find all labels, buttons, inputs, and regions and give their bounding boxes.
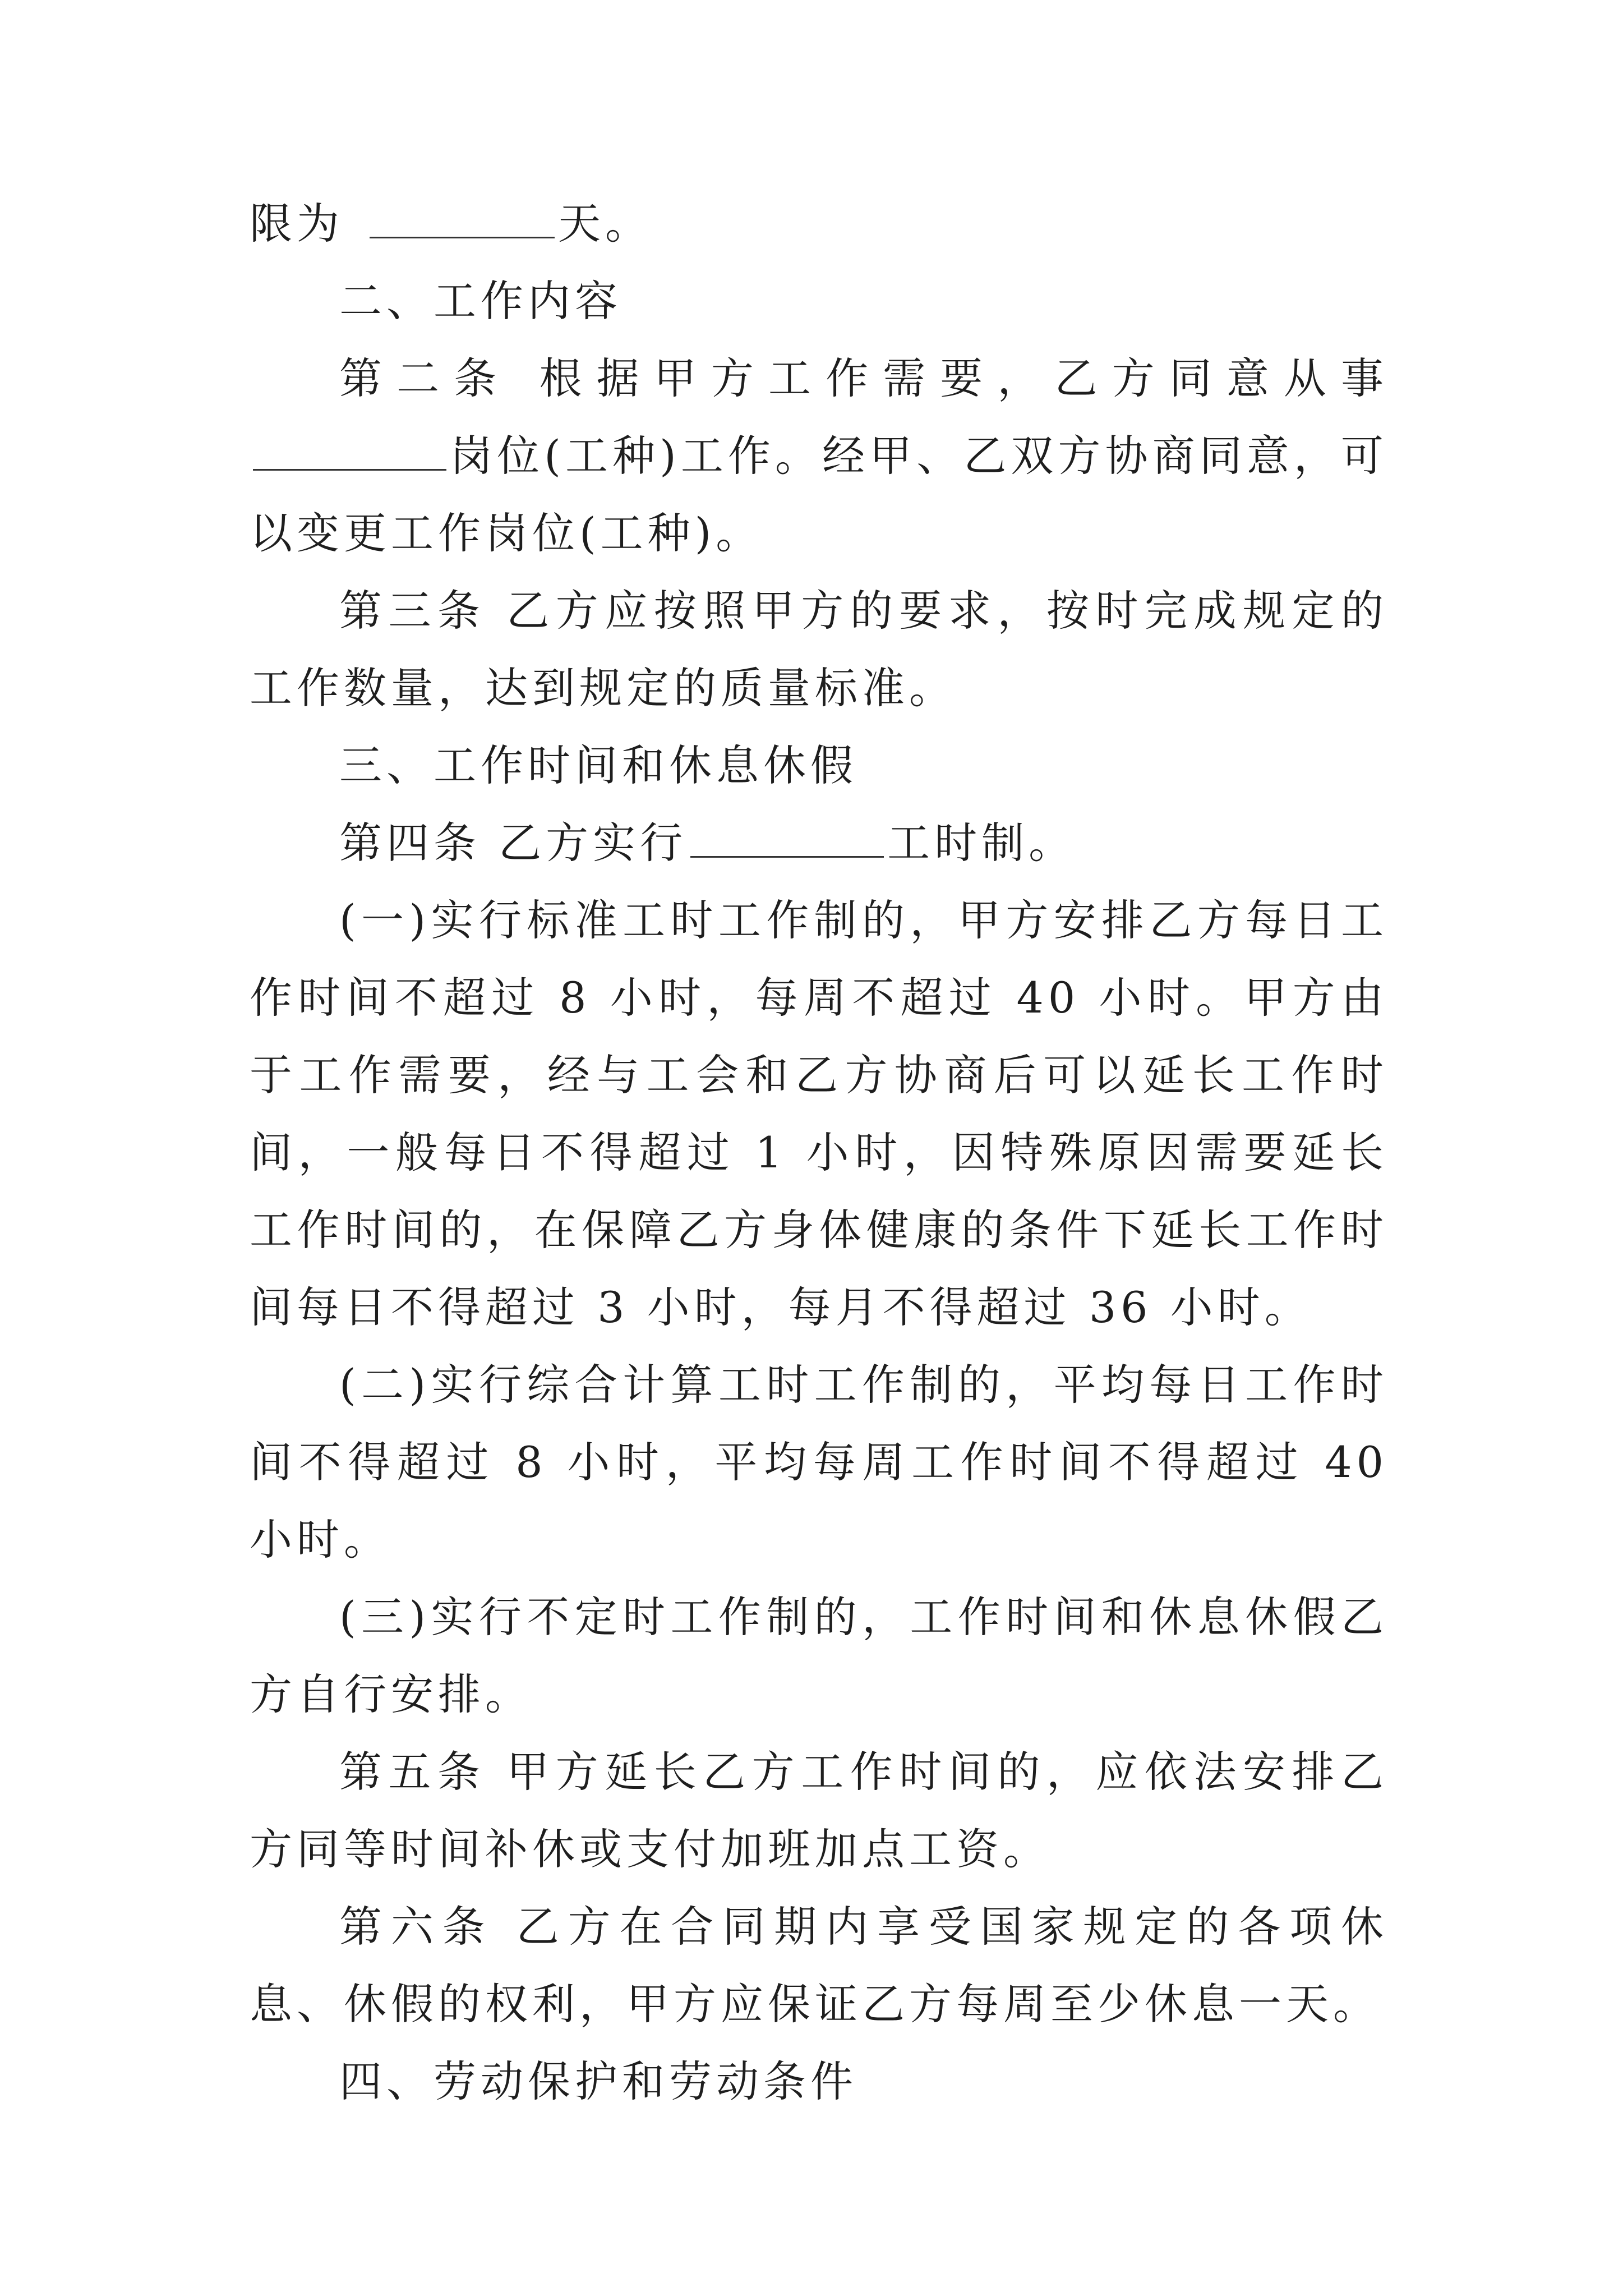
article-5: 第五条 甲方延长乙方工作时间的，应依法安排乙方同等时间补休或支付加班加点工资。 bbox=[250, 1747, 1388, 1874]
article-4-after: 工时制。 bbox=[887, 818, 1076, 868]
article-2 bbox=[250, 340, 1388, 572]
article-3: 第三条 乙方应按照甲方的要求，按时完成规定的工作数量，达到规定的质量标准。 bbox=[250, 586, 1388, 713]
document-body bbox=[250, 185, 1388, 2120]
position-blank-line bbox=[253, 429, 446, 471]
days-blank-line bbox=[370, 196, 555, 238]
section-heading-work-content: 二、工作内容 bbox=[339, 276, 622, 326]
item-comprehensive-hours: (二)实行综合计算工时工作制的，平均每日工作时间不得超过 8 小时，平均每周工作时间不得超过 40 小时。 bbox=[250, 1360, 1388, 1565]
term-days-after: 天。 bbox=[558, 199, 652, 249]
article-2-before: 第二条 根据甲方工作需要，乙方同意从事 bbox=[339, 353, 1388, 403]
section-heading-work-hours: 三、工作时间和休息休假 bbox=[339, 740, 857, 790]
hours-system-blank-line bbox=[690, 816, 884, 858]
paragraph-term-days bbox=[250, 185, 1388, 263]
article-4-before: 第四条 乙方实行 bbox=[339, 818, 688, 868]
item-flexible-hours: (三)实行不定时工作制的，工作时间和休息休假乙方自行安排。 bbox=[250, 1592, 1388, 1719]
term-days-before: 限为 bbox=[250, 199, 344, 249]
article-2-after: 岗位(工种)工作。经甲、乙双方协商同意，可以变更工作岗位(工种)。 bbox=[250, 431, 1388, 558]
article-6: 第六条 乙方在合同期内享受国家规定的各项休息、休假的权利，甲方应保证乙方每周至少休息一天。 bbox=[250, 1902, 1388, 2029]
article-4 bbox=[250, 804, 1388, 882]
section-heading-labor-protection: 四、劳动保护和劳动条件 bbox=[339, 2056, 857, 2106]
item-standard-hours: (一)实行标准工时工作制的，甲方安排乙方每日工作时间不超过 8 小时，每周不超过 40 小时。甲方由于工作需要，经与工会和乙方协商后可以延长工作时间，一般每日不得超过 1 小时，因特殊原因需要延长工作时间的，在保障乙方身体健康的条件下延长工作时间每日不得超过 3 小时，每月不得超过 36 小时。 bbox=[250, 895, 1388, 1332]
